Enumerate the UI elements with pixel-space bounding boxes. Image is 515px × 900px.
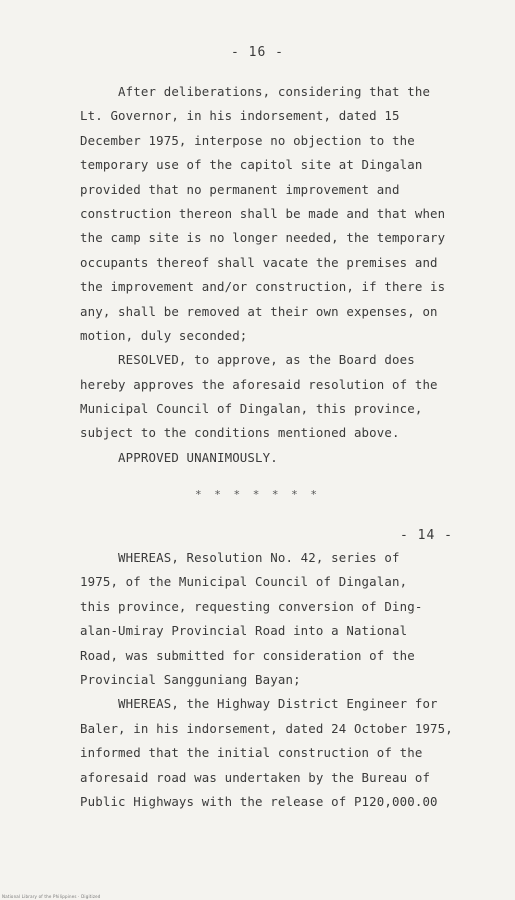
section-separator: * * * * * * * [194,488,321,501]
text-line: Road, was submitted for consideration of the [80,647,415,663]
text-line: the improvement and/or construction, if there is [80,279,446,295]
page-number-mid: - 14 - [400,528,453,543]
text-line: Baler, in his indorsement, dated 24 October 1975, [80,720,453,736]
text-line: any, shall be removed at their own expenses, on [80,303,438,319]
page-number-top: - 16 - [231,45,284,60]
text-line: this province, requesting conversion of Ding- [80,598,423,614]
section-1-text [80,80,446,470]
text-line: the camp site is no longer needed, the temporary [80,230,446,246]
text-line: After deliberations, considering that the [80,84,431,99]
text-line: construction thereon shall be made and that when [80,205,446,221]
text-line: alan-Umiray Provincial Road into a National [80,623,408,639]
text-line: WHEREAS, Resolution No. 42, series of [80,550,400,565]
text-line: Public Highways with the release of P120,000.00 [80,793,438,809]
text-line: occupants thereof shall vacate the premises and [80,254,438,270]
text-line: subject to the conditions mentioned above. [80,425,400,441]
text-line: APPROVED UNANIMOUSLY. [80,449,278,465]
text-line: temporary use of the capitol site at Dingalan [80,157,423,173]
section-2-text [80,546,453,814]
text-line: 1975, of the Municipal Council of Dingalan, [80,574,408,590]
text-line: provided that no permanent improvement and [80,181,400,197]
text-line: Lt. Governor, in his indorsement, dated 15 [80,108,400,124]
text-line: informed that the initial construction of the [80,745,423,761]
footer-watermark: National Library of the Philippines · Digitized [2,894,101,899]
text-line: December 1975, interpose no objection to the [80,132,415,148]
text-line: hereby approves the aforesaid resolution of the [80,376,438,392]
text-line: RESOLVED, to approve, as the Board does [80,352,415,368]
text-line: motion, duly seconded; [80,327,248,343]
text-line: Municipal Council of Dingalan, this province, [80,401,423,417]
text-line: Provincial Sangguniang Bayan; [80,671,301,687]
text-line: aforesaid road was undertaken by the Bureau of [80,769,431,785]
text-line: WHEREAS, the Highway District Engineer for [80,696,438,712]
